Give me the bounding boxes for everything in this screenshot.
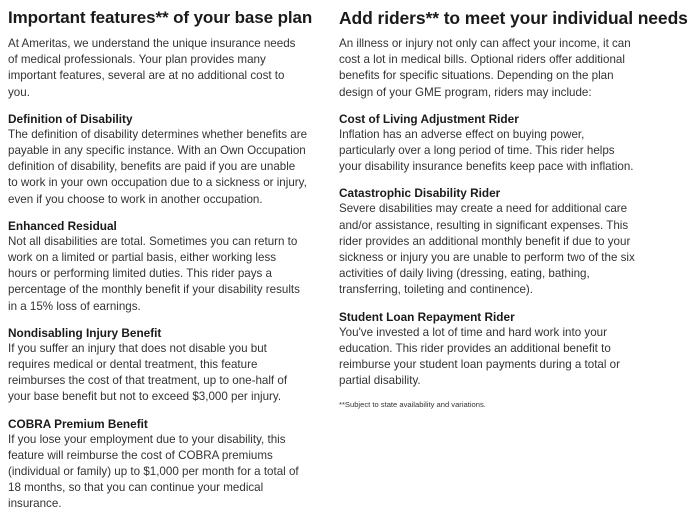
- section-body: Severe disabilities may create a need for additional care and/or assistance, resulting in significant expenses. This rider provides an additional monthly benefit if due to your sickness or injury you are unable to perform two of the six activities of daily living (dressing, eating, bathing, transferring, toileting and continence).: [339, 202, 635, 297]
- definition-of-disability-section: [8, 111, 308, 208]
- section-body: Not all disabilities are total. Sometimes you can return to work on a limited or partial basis, either working less hours or performing limited duties. This rider pays a percentage of the monthly benefit if your disability results in a 15% loss of earnings.: [8, 234, 300, 313]
- section-heading: Student Loan Repayment Rider: [339, 309, 515, 324]
- section-heading: Catastrophic Disability Rider: [339, 186, 501, 201]
- cobra-premium-section: [8, 416, 308, 513]
- section-heading: Definition of Disability: [8, 111, 133, 126]
- footnote: **Subject to state availability and variations.: [339, 400, 486, 410]
- section-heading: Enhanced Residual: [8, 218, 117, 233]
- riders-intro: An illness or injury not only can affect your income, it can cost a lot in medical bills. Optional riders offer additional benefits for specific situations. Depending on the plan design of your GME program, riders may include:: [339, 37, 631, 99]
- section-body: The definition of disability determines whether benefits are payable in any specific instance. With an Own Occupation definition of disability, benefits are paid if you are unable to work in your own occupation due to a sickness or injury, even if you choose to work in another occupation.: [8, 127, 308, 206]
- base-plan-title: Important features** of your base plan: [8, 8, 313, 27]
- base-plan-column: [8, 6, 313, 523]
- section-body: If you suffer an injury that does not disable you but requires medical or dental treatment, this feature reimburses the cost of that treatment, up to one-half of your base benefit but not to exceed $3,000 per injury.: [8, 341, 288, 404]
- base-plan-intro: At Ameritas, we understand the unique insurance needs of medical professionals. Your plan provides many important features, several are at no additional cost to you.: [8, 37, 296, 99]
- student-loan-section: [339, 309, 639, 390]
- section-body: You've invested a lot of time and hard work into your education. This rider provides an additional benefit to reimburse your student loan payments during a total or partial disability.: [339, 325, 620, 388]
- section-body: Inflation has an adverse effect on buying power, particularly over a long period of time. This rider helps your disability insurance benefits keep pace with inflation.: [339, 127, 634, 174]
- enhanced-residual-section: [8, 218, 308, 315]
- section-body: If you lose your employment due to your disability, this feature will reimburse the cost of COBRA premiums (individual or family) up to $1,000 per month for a total of 18 months, so that you can continue your medical insurance.: [8, 432, 299, 511]
- riders-column: [339, 6, 688, 411]
- section-heading: COBRA Premium Benefit: [8, 416, 148, 431]
- section-heading: Cost of Living Adjustment Rider: [339, 111, 519, 126]
- catastrophic-disability-section: [339, 185, 639, 298]
- cost-of-living-section: [339, 111, 639, 176]
- section-heading: Nondisabling Injury Benefit: [8, 325, 162, 340]
- nondisabling-injury-section: [8, 325, 308, 406]
- riders-title: Add riders** to meet your individual needs: [339, 8, 688, 28]
